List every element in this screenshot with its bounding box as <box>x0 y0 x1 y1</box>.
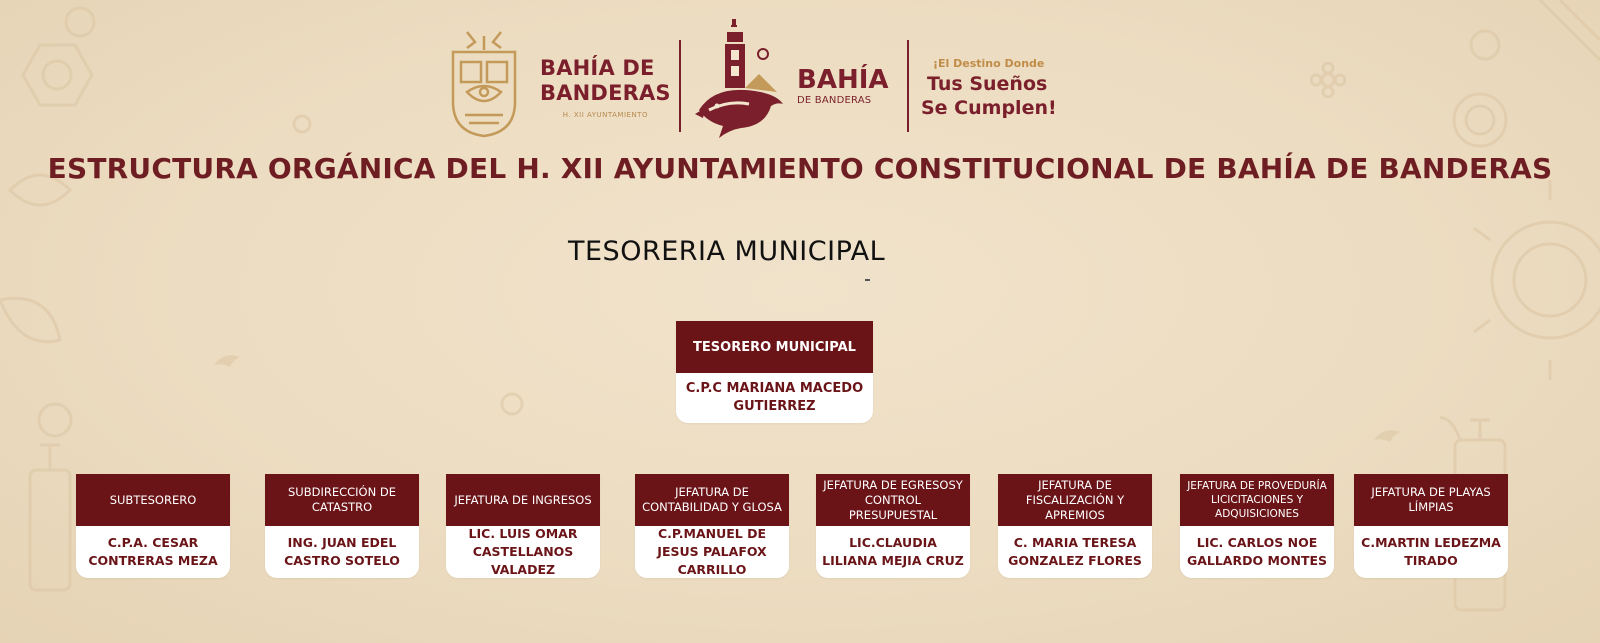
brand2-line1: BAHÍA <box>797 65 889 95</box>
org-box-subtesorero <box>76 474 230 578</box>
slogan-line1: ¡El Destino Donde <box>933 57 1045 70</box>
circle-ornament-icon <box>498 390 526 418</box>
org-box-tesorero <box>676 321 873 423</box>
divider <box>907 40 909 132</box>
org-box-person: LIC.CLAUDIA LILIANA MEJIA CRUZ <box>822 535 964 568</box>
dash-mark <box>865 279 870 281</box>
org-box-role: JEFATURA DE PROVEDURÍA LICICITACIONES Y ADQUISICIONES <box>1180 474 1334 526</box>
org-box-role: JEFATURA DE CONTABILIDAD Y GLOSA <box>635 474 789 526</box>
municipal-seal-icon <box>445 30 523 138</box>
brand2-sub: DE BANDERAS <box>797 95 872 106</box>
org-box-person: C.P.C MARIANA MACEDO GUTIERREZ <box>685 381 864 414</box>
slogan-line3: Se Cumplen! <box>921 97 1057 119</box>
org-box-proveduria <box>1180 474 1334 578</box>
brand-bahia-logo <box>797 66 889 108</box>
org-box-contabilidad <box>635 474 789 578</box>
brand1-sub: H. XII AYUNTAMIENTO <box>562 111 648 119</box>
org-box-person: ING. JUAN EDEL CASTRO SOTELO <box>284 535 400 568</box>
org-box-person: LIC. LUIS OMAR CASTELLANOS VALADEZ <box>468 526 578 577</box>
org-box-ingresos <box>446 474 600 578</box>
org-box-person: C.MARTIN LEDEZMA TIRADO <box>1361 535 1501 568</box>
flower-ornament-icon <box>1310 62 1346 98</box>
org-box-egresos <box>816 474 970 578</box>
section-title: TESORERIA MUNICIPAL <box>568 236 886 267</box>
dove-icon <box>210 345 246 381</box>
org-box-role: JEFATURA DE INGRESOS <box>446 474 600 526</box>
org-box-role: JEFATURA DE PLAYAS LÍMPIAS <box>1354 474 1508 526</box>
header-logos <box>445 18 1105 138</box>
page-title: ESTRUCTURA ORGÁNICA DEL H. XII AYUNTAMIENTO CONSTITUCIONAL DE BAHÍA DE BANDERAS <box>47 152 1553 185</box>
org-box-fiscalizacion <box>998 474 1152 578</box>
brand1-line1: BAHÍA DE <box>540 56 655 80</box>
dove-icon <box>1370 420 1406 456</box>
slogan <box>921 56 1057 120</box>
org-box-person: LIC. CARLOS NOE GALLARDO MONTES <box>1186 535 1328 568</box>
org-box-role: SUBTESORERO <box>76 474 230 526</box>
lighthouse-whale-logo-icon <box>695 18 790 140</box>
org-box-person: C.P.A. CESAR CONTRERAS MEZA <box>88 535 218 568</box>
org-box-role: TESORERO MUNICIPAL <box>676 321 873 373</box>
slogan-line2: Tus Sueños <box>927 73 1048 95</box>
brand-bahia-de-banderas <box>540 56 671 120</box>
divider <box>679 40 681 132</box>
org-box-role: JEFATURA DE FISCALIZACIÓN Y APREMIOS <box>998 474 1152 526</box>
org-box-role: JEFATURA DE EGRESOSY CONTROL PRESUPUESTAL <box>816 474 970 526</box>
brand1-line2: BANDERAS <box>540 81 671 105</box>
org-box-person: C. MARIA TERESA GONZALEZ FLORES <box>1008 535 1142 568</box>
circle-ornament-icon <box>290 112 314 136</box>
org-box-playas <box>1354 474 1508 578</box>
org-box-role: SUBDIRECCIÓN DE CATASTRO <box>265 474 419 526</box>
org-box-person: C.P.MANUEL DE JESUS PALAFOX CARRILLO <box>657 526 767 577</box>
org-box-catastro <box>265 474 419 578</box>
